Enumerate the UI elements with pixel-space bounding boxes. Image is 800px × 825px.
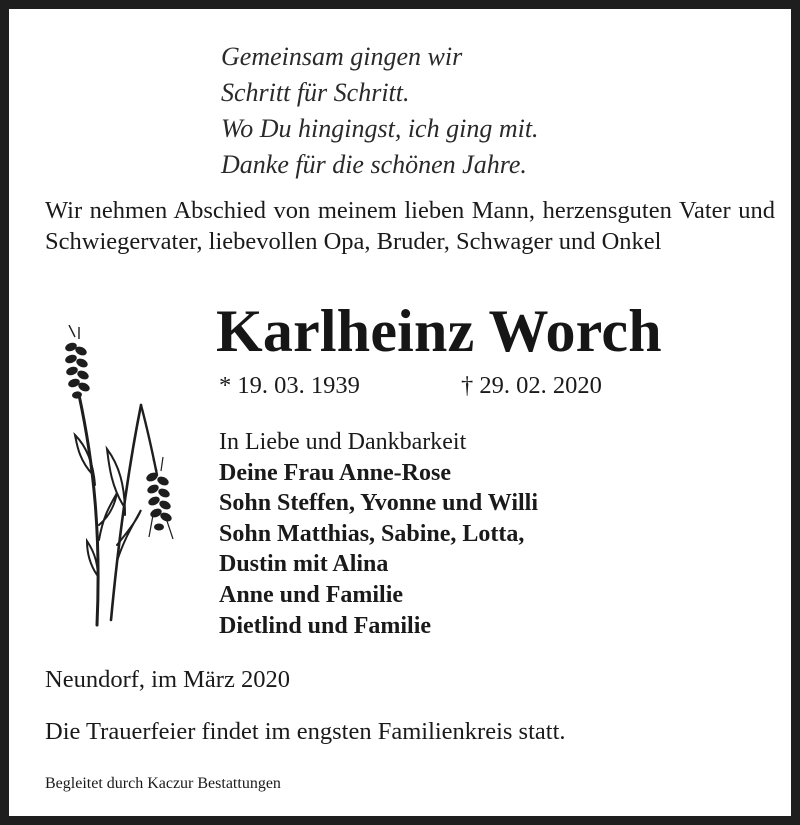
poem	[221, 39, 539, 183]
mourner-line: Deine Frau Anne-Rose	[219, 459, 451, 486]
mourners-list	[219, 427, 538, 641]
poem-line: Schritt für Schritt.	[221, 78, 410, 107]
farewell-text: Wir nehmen Abschied von meinem lieben Mann, herzensguten Vater und Schwiegervater, liebevollen Opa, Bruder, Schwager und Onkel	[45, 197, 775, 255]
mourner-line: Sohn Steffen, Yvonne und Willi	[219, 490, 538, 517]
undertaker-credit: Begleitet durch Kaczur Bestattungen	[45, 775, 281, 792]
funeral-service-note: Die Trauerfeier findet im engsten Familienkreis statt.	[45, 718, 566, 745]
place-and-date: Neundorf, im März 2020	[45, 666, 290, 693]
mourner-line: Dustin mit Alina	[219, 551, 389, 578]
birth-date: * 19. 03. 1939	[219, 372, 360, 399]
mourner-line: Sohn Matthias, Sabine, Lotta,	[219, 520, 525, 547]
death-date: † 29. 02. 2020	[461, 372, 602, 399]
wheat-ears-icon	[49, 325, 199, 635]
poem-line: Danke für die schönen Jahre.	[221, 150, 527, 179]
life-dates	[219, 371, 602, 401]
poem-line: Wo Du hingingst, ich ging mit.	[221, 114, 539, 143]
deceased-name: Karlheinz Worch	[216, 298, 662, 364]
poem-line: Gemeinsam gingen wir	[221, 42, 463, 71]
mourner-line: Anne und Familie	[219, 581, 404, 608]
mourner-line: Dietlind und Familie	[219, 612, 432, 639]
mourners-lead: In Liebe und Dankbarkeit	[219, 429, 467, 455]
